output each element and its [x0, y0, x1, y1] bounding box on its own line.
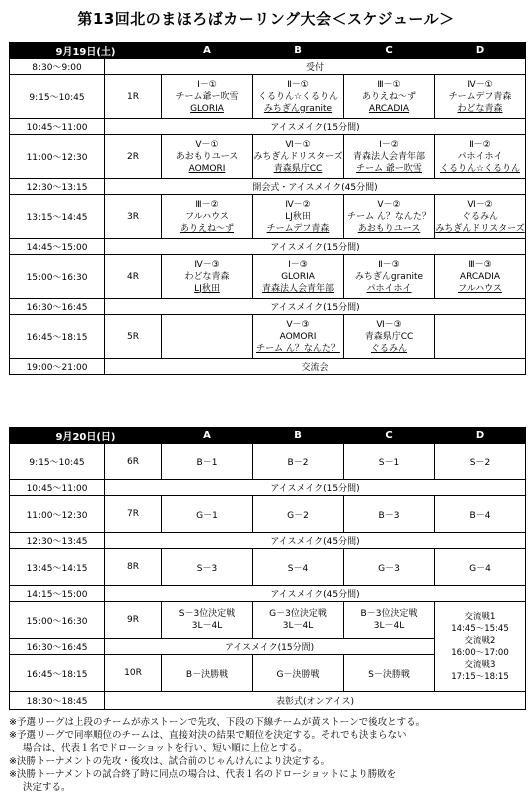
team-red: フルハウス — [185, 211, 229, 222]
match-label: G－3位決定戦 — [269, 609, 327, 619]
schedule-table-day2 — [9, 427, 526, 710]
note-line: ※予選リーグは上段のチームが赤ストーンで先攻、下段の下線チームが黄ストーンで後攻とする。 — [9, 717, 426, 728]
header-row — [10, 428, 526, 444]
time-cell: 18:30～18:45 — [10, 692, 105, 710]
ceremony-row — [10, 692, 526, 710]
match-id: Ⅲ－② — [195, 199, 219, 210]
exchange-label: 交流戦2 — [464, 635, 496, 646]
time-cell: 11:00～12:30 — [10, 135, 105, 179]
match-cell — [435, 255, 526, 299]
note-line: 決定する。 — [23, 782, 71, 793]
team-red: ありえね～ず — [361, 91, 416, 102]
match-cell — [253, 195, 344, 239]
team-yellow: チームデフ青森 — [266, 223, 330, 234]
note-line: ※予選リーグで同率順位のチームは、直接対決の結果で順位を決定する。それでも決まらない — [9, 730, 407, 741]
round-cell: 9R — [105, 602, 162, 639]
match-cell: S－決勝戦 — [344, 655, 435, 692]
match-cell: G－決勝戦 — [253, 655, 344, 692]
match-detail: 3L－4L — [373, 621, 405, 631]
team-red: チーム ん？なんた？ — [347, 211, 431, 222]
team-red: LJ秋田 — [285, 211, 311, 222]
match-cell — [253, 135, 344, 179]
round-cell: 10R — [105, 655, 162, 692]
sheet-b-header: B — [253, 43, 344, 59]
match-id: Ⅵ－② — [467, 199, 493, 210]
team-yellow: ARCADIA — [368, 103, 410, 114]
time-cell: 16:45～18:15 — [10, 655, 105, 692]
team-red: 青森県庁CC — [364, 331, 414, 342]
time-cell: 13:15～14:45 — [10, 195, 105, 239]
time-cell: 12:30～13:15 — [10, 179, 105, 195]
break-row — [10, 239, 526, 255]
match-cell — [344, 135, 435, 179]
match-cell: S－1 — [344, 444, 435, 480]
match-id: Ⅱ－③ — [378, 259, 400, 270]
round-cell: 6R — [105, 444, 162, 480]
match-cell — [435, 195, 526, 239]
date-header: 9月20日(日) — [10, 428, 162, 444]
match-label: S－3位決定戦 — [178, 609, 236, 619]
match-cell — [435, 135, 526, 179]
break-cell: 受付 — [105, 59, 526, 75]
team-yellow: くるりん☆くるりん — [439, 163, 521, 174]
match-id: Ⅲ－① — [377, 79, 401, 90]
match-cell: B－4 — [435, 496, 526, 533]
break-cell: アイスメイク(45分間) — [105, 533, 526, 549]
team-red: くるりん☆くるりん — [257, 91, 339, 102]
note-line: 場合は、代表１名でドローショットを行い、短い順に上位とする。 — [23, 743, 308, 754]
team-yellow: みちぎんgranite — [263, 103, 333, 114]
round-row — [10, 602, 526, 639]
team-yellow: 青森法人会青年部 — [261, 283, 334, 294]
team-yellow: 青森県庁CC — [273, 163, 323, 174]
sheet-d-header: D — [435, 428, 526, 444]
time-cell: 16:30～16:45 — [10, 639, 105, 655]
team-red: チームデフ青森 — [448, 91, 512, 102]
team-yellow: AOMORI — [188, 163, 226, 174]
match-cell: B－3 — [344, 496, 435, 533]
time-cell: 16:30～16:45 — [10, 299, 105, 315]
round-cell: 4R — [105, 255, 162, 299]
team-red: パホイホイ — [457, 151, 503, 162]
round-cell: 7R — [105, 496, 162, 533]
break-row — [10, 586, 526, 602]
team-yellow: ぐるみん — [370, 343, 407, 354]
match-cell: B－2 — [253, 444, 344, 480]
time-cell: 14:15～15:00 — [10, 586, 105, 602]
team-yellow: GLORIA — [190, 103, 224, 114]
match-cell — [435, 75, 526, 119]
match-id: Ⅱ－① — [287, 79, 309, 90]
round-cell: 5R — [105, 315, 162, 359]
time-cell: 9:15～10:45 — [10, 444, 105, 480]
match-cell — [162, 195, 253, 239]
match-cell — [344, 195, 435, 239]
round-row — [10, 75, 526, 119]
break-cell: アイスメイク(15分間) — [105, 119, 526, 135]
team-red: みちぎんgranite — [354, 271, 424, 282]
match-id: Ⅱ－② — [469, 139, 491, 150]
exchange-label: 交流戦1 — [464, 611, 496, 622]
match-cell — [435, 315, 526, 359]
sheet-c-header: C — [344, 43, 435, 59]
note-line: ※決勝トーナメントの試合終了時に同点の場合は、代表１名のドローショットにより勝敗を — [9, 769, 397, 780]
time-cell: 16:45～18:15 — [10, 315, 105, 359]
match-id: Ⅳ－③ — [194, 259, 220, 270]
match-cell — [253, 602, 344, 639]
round-row — [10, 444, 526, 480]
break-cell: アイスメイク(15分間) — [105, 239, 526, 255]
team-yellow: わどな青森 — [457, 103, 503, 114]
match-id: Ⅴ－① — [195, 139, 219, 150]
time-cell: 13:45～14:15 — [10, 549, 105, 586]
team-red: あおもりユース — [175, 151, 239, 162]
round-row — [10, 195, 526, 239]
round-cell: 8R — [105, 549, 162, 586]
date-header: 9月19日(土) — [10, 43, 162, 59]
match-cell — [344, 602, 435, 639]
team-red: みちぎんドリスターズ — [253, 151, 343, 162]
break-cell: アイスメイク(45分間) — [105, 586, 526, 602]
match-id: Ⅳ－② — [285, 199, 311, 210]
match-cell: S－3 — [162, 549, 253, 586]
match-cell: G－1 — [162, 496, 253, 533]
team-yellow: みちぎんドリスターズ — [435, 223, 525, 234]
round-row — [10, 135, 526, 179]
time-cell: 10:45～11:00 — [10, 119, 105, 135]
page-title: 第13回北のまほろばカーリング大会＜スケジュール＞ — [77, 10, 455, 28]
break-cell: アイスメイク(15分間) — [105, 480, 526, 496]
round-cell: 2R — [105, 135, 162, 179]
round-row — [10, 315, 526, 359]
exchange-label: 交流戦3 — [464, 659, 496, 670]
sheet-c-header: C — [344, 428, 435, 444]
match-cell — [162, 75, 253, 119]
break-cell: アイスメイク(15分間) — [105, 299, 526, 315]
team-yellow: あおもりユース — [357, 223, 421, 234]
time-cell: 15:00～16:30 — [10, 255, 105, 299]
match-cell — [253, 75, 344, 119]
schedule-table-day1 — [9, 42, 526, 375]
team-yellow: チーム 爺ー吹雪 — [356, 163, 422, 174]
match-id: Ⅳ－① — [467, 79, 493, 90]
time-cell: 9:15～10:45 — [10, 75, 105, 119]
match-id: Ⅴ－③ — [286, 319, 310, 330]
match-cell — [253, 255, 344, 299]
break-cell: アイスメイク(15分間) — [105, 639, 435, 655]
match-detail: 3L－4L — [191, 621, 223, 631]
round-cell: 3R — [105, 195, 162, 239]
round-row — [10, 255, 526, 299]
team-red: わどな青森 — [184, 271, 230, 282]
match-cell: G－3 — [344, 549, 435, 586]
team-red: ぐるみん — [461, 211, 498, 222]
exchange-match-cell — [435, 602, 526, 692]
match-cell — [344, 315, 435, 359]
time-cell: 19:00～21:00 — [10, 359, 105, 375]
match-cell: S－4 — [253, 549, 344, 586]
break-row — [10, 359, 526, 375]
round-row — [10, 549, 526, 586]
match-cell — [344, 255, 435, 299]
header-row — [10, 43, 526, 59]
match-cell: B－決勝戦 — [162, 655, 253, 692]
exchange-time: 16:00～17:00 — [451, 647, 509, 658]
break-cell: 開会式・アイスメイク(45分間) — [105, 179, 526, 195]
match-id: Ⅰ－① — [197, 79, 217, 90]
match-cell — [162, 315, 253, 359]
match-id: Ⅴ－② — [377, 199, 401, 210]
team-yellow: パホイホイ — [366, 283, 412, 294]
round-cell: 1R — [105, 75, 162, 119]
match-cell — [162, 255, 253, 299]
sheet-a-header: A — [162, 428, 253, 444]
break-row — [10, 119, 526, 135]
match-cell: B－1 — [162, 444, 253, 480]
match-id: Ⅰ－② — [379, 139, 399, 150]
team-yellow: チーム ん？なんた？ — [256, 343, 340, 354]
time-cell: 15:00～16:30 — [10, 602, 105, 639]
match-cell — [162, 602, 253, 639]
team-red: ARCADIA — [459, 271, 501, 282]
break-cell: 交流会 — [105, 359, 526, 375]
match-detail: 3L－4L — [282, 621, 314, 631]
ceremony-cell: 表彰式(オンアイス) — [105, 692, 526, 710]
time-cell: 14:45～15:00 — [10, 239, 105, 255]
match-cell: G－2 — [253, 496, 344, 533]
team-red: 青森法人会青年部 — [352, 151, 425, 162]
team-yellow: ありえね～ず — [179, 223, 234, 234]
break-row — [10, 179, 526, 195]
team-red: チーム爺ー吹雪 — [175, 91, 239, 102]
break-row — [10, 480, 526, 496]
match-id: Ⅲ－③ — [468, 259, 492, 270]
team-yellow: LJ秋田 — [194, 283, 220, 294]
sheet-b-header: B — [253, 428, 344, 444]
sheet-a-header: A — [162, 43, 253, 59]
match-cell — [344, 75, 435, 119]
sheet-d-header: D — [435, 43, 526, 59]
match-cell: S－2 — [435, 444, 526, 480]
break-row — [10, 299, 526, 315]
match-cell — [162, 135, 253, 179]
match-id: Ⅰ－③ — [288, 259, 308, 270]
time-cell: 8:30～9:00 — [10, 59, 105, 75]
match-label: B－3位決定戦 — [360, 609, 418, 619]
team-red: GLORIA — [281, 271, 315, 282]
match-cell — [253, 315, 344, 359]
time-cell: 10:45～11:00 — [10, 480, 105, 496]
time-cell: 11:00～12:30 — [10, 496, 105, 533]
team-red: AOMORI — [279, 331, 317, 342]
break-row — [10, 59, 526, 75]
match-cell: G－4 — [435, 549, 526, 586]
break-row — [10, 533, 526, 549]
match-id: Ⅵ－③ — [376, 319, 402, 330]
notes-section — [9, 716, 524, 794]
note-line: ※決勝トーナメントの先攻・後攻は、試合前のじゃんけんにより決定する。 — [9, 756, 331, 767]
round-row — [10, 496, 526, 533]
match-id: Ⅵ－① — [285, 139, 311, 150]
exchange-time: 14:45～15:45 — [451, 623, 509, 634]
team-yellow: フルハウス — [458, 283, 502, 294]
time-cell: 12:30～13:45 — [10, 533, 105, 549]
exchange-time: 17:15～18:15 — [451, 671, 509, 682]
